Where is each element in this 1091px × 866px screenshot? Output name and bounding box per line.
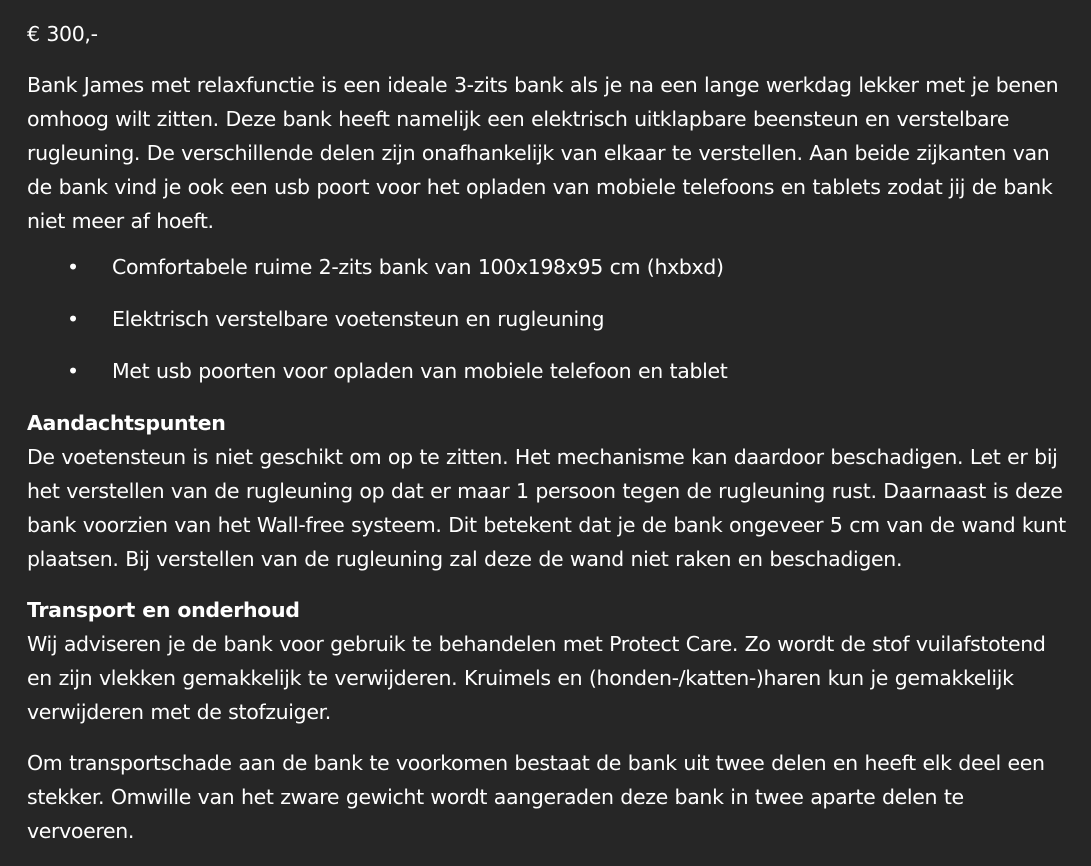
feature-item bbox=[27, 354, 1071, 388]
section-aandachtspunten bbox=[27, 406, 1071, 576]
bullet-icon: • bbox=[67, 307, 79, 331]
feature-list bbox=[27, 250, 1071, 388]
section-paragraph: De voetensteun is niet geschikt om op te zitten. Het mechanisme kan daardoor beschadigen. Let er bij het verstellen van de rugleuning op dat er maar 1 persoon tegen de rugleuning rust. Daarnaast is deze bank voorzien van het Wall-free systeem. Dit betekent dat je de bank ongeveer 5 cm van de wand kunt plaatsen. Bij verstellen van de rugleuning zal deze de wand niet raken en beschadigen. bbox=[27, 445, 1066, 571]
price: € 300,- bbox=[27, 22, 98, 46]
bullet-icon: • bbox=[67, 359, 79, 383]
feature-item bbox=[27, 250, 1071, 284]
feature-text: Comfortabele ruime 2-zits bank van 100x198x95 cm (hxbxd) bbox=[112, 255, 724, 279]
intro-paragraph: Bank James met relaxfunctie is een ideale 3-zits bank als je na een lange werkdag lekker met je benen omhoog wilt zitten. Deze bank heeft namelijk een elektrisch uitklapbare beensteun en verstelbare rugleuning. De verschillende delen zijn onafhankelijk van elkaar te verstellen. Aan beide zijkanten van de bank vind je ook een usb poort voor het opladen van mobiele telefoons en tablets zodat jij de bank niet meer af hoeft. bbox=[27, 73, 1059, 233]
section-heading: Aandachtspunten bbox=[27, 411, 226, 435]
section-transport-onderhoud bbox=[27, 593, 1071, 848]
feature-text: Elektrisch verstelbare voetensteun en rugleuning bbox=[112, 307, 605, 331]
bullet-icon: • bbox=[67, 255, 79, 279]
feature-item bbox=[27, 302, 1071, 336]
section-paragraph: Om transportschade aan de bank te voorkomen bestaat de bank uit twee delen en heeft elk deel een stekker. Omwille van het zware gewicht wordt aangeraden deze bank in twee aparte delen te vervoeren. bbox=[27, 751, 1045, 843]
section-heading: Transport en onderhoud bbox=[27, 598, 300, 622]
feature-text: Met usb poorten voor opladen van mobiele telefoon en tablet bbox=[112, 359, 728, 383]
section-paragraph: Wij adviseren je de bank voor gebruik te behandelen met Protect Care. Zo wordt de stof vuilafstotend en zijn vlekken gemakkelijk te verwijderen. Kruimels en (honden-/katten-)haren kun je gemakkelijk verwijderen met de stofzuiger. bbox=[27, 632, 1046, 724]
